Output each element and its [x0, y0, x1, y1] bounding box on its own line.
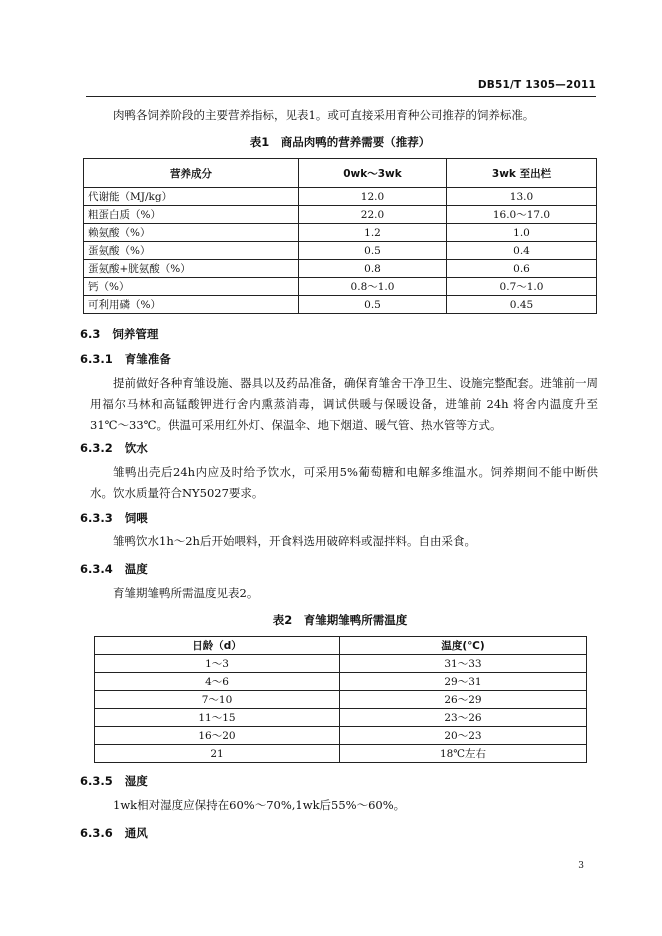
table-cell: 钙（%）: [84, 278, 299, 296]
table-cell: 0.5: [299, 242, 447, 260]
table-cell: 16～20: [95, 727, 340, 745]
table-header-cell: 营养成分: [84, 159, 299, 188]
table-row: [84, 278, 597, 296]
table-row: [84, 188, 597, 206]
section-6-3-1-paragraph: 提前做好各种育雏设施、器具以及药品准备，确保育雏舍干净卫生、设施完整配套。进雏前一周用福尔马林和高锰酸钾进行舍内熏蒸消毒，调试供暖与保暖设备，进雏前 24h 将舍内温度升至 31℃～33℃。供温可采用红外灯、保温伞、地下烟道、暖气管、热水管等方式。: [90, 376, 598, 432]
section-6-3-5-paragraph: 1wk相对湿度应保持在60%～70%,1wk后55%～60%。: [113, 798, 406, 812]
table-row: [95, 745, 587, 763]
table-cell: 31～33: [340, 655, 587, 673]
table-row: [95, 655, 587, 673]
table-cell: 26～29: [340, 691, 587, 709]
table-cell: 22.0: [299, 206, 447, 224]
table-row: [95, 673, 587, 691]
table-cell: 29～31: [340, 673, 587, 691]
table-cell: 0.5: [299, 296, 447, 314]
section-6-3-4-paragraph: 育雏期雏鸭所需温度见表2。: [113, 586, 259, 600]
section-number: 6.3.2: [80, 441, 113, 455]
section-heading-6-3-6: [80, 825, 148, 841]
table-cell: 0.7～1.0: [447, 278, 597, 296]
section-6-3-3-paragraph: 雏鸭饮水1h～2h后开始喂料，开食料选用破碎料或湿拌料。自由采食。: [113, 534, 476, 548]
table-row: [95, 709, 587, 727]
table-cell: 16.0～17.0: [447, 206, 597, 224]
table-cell: 蛋氨酸（%）: [84, 242, 299, 260]
table-row: [84, 296, 597, 314]
table-cell: 代谢能（MJ/kg）: [84, 188, 299, 206]
table-header-cell: 0wk～3wk: [299, 159, 447, 188]
table-cell: 0.45: [447, 296, 597, 314]
section-heading-6-3-2: [80, 440, 148, 456]
table-cell: 18℃左右: [340, 745, 587, 763]
section-6-3-2-paragraph: 雏鸭出壳后24h内应及时给予饮水，可采用5%葡萄糖和电解多维温水。饲养期间不能中断供水。饮水质量符合NY5027要求。: [90, 465, 598, 500]
temperature-table: [94, 636, 587, 763]
table-row: [95, 691, 587, 709]
table-cell: 蛋氨酸+胱氨酸（%）: [84, 260, 299, 278]
table-cell: 0.4: [447, 242, 597, 260]
section-heading-6-3-4: [80, 561, 148, 577]
table1-caption: 表1 商品肉鸭的营养需要（推荐）: [249, 135, 431, 149]
table-cell: 11～15: [95, 709, 340, 727]
table-cell: 7～10: [95, 691, 340, 709]
table-header-row: [84, 159, 597, 188]
table-cell: 1.2: [299, 224, 447, 242]
intro-paragraph: 肉鸭各饲养阶段的主要营养指标，见表1。或可直接采用育种公司推荐的饲养标准。: [113, 108, 535, 122]
table-cell: 可利用磷（%）: [84, 296, 299, 314]
section-number: 6.3: [80, 327, 101, 341]
table-cell: 13.0: [447, 188, 597, 206]
table-header-row: [95, 637, 587, 655]
page-number: 3: [578, 861, 584, 871]
section-heading-6-3-5: [80, 773, 148, 789]
document-code: DB51/T 1305—2011: [477, 79, 596, 91]
table-header-cell: 3wk 至出栏: [447, 159, 597, 188]
section-title: 通风: [124, 826, 148, 840]
table-row: [84, 224, 597, 242]
table-cell: 12.0: [299, 188, 447, 206]
section-number: 6.3.6: [80, 826, 113, 840]
section-title: 育雏准备: [124, 352, 171, 366]
section-title: 饮水: [124, 441, 148, 455]
section-title: 饲喂: [124, 511, 148, 525]
table-row: [84, 206, 597, 224]
table-cell: 4～6: [95, 673, 340, 691]
section-number: 6.3.4: [80, 562, 113, 576]
table2-caption: 表2 育雏期雏鸭所需温度: [272, 613, 408, 627]
table-row: [84, 260, 597, 278]
table-cell: 赖氨酸（%）: [84, 224, 299, 242]
table-row: [95, 727, 587, 745]
table-cell: 20～23: [340, 727, 587, 745]
section-title: 饲养管理: [112, 327, 159, 341]
table-cell: 23～26: [340, 709, 587, 727]
section-title: 温度: [124, 562, 148, 576]
table-cell: 0.6: [447, 260, 597, 278]
table-cell: 0.8: [299, 260, 447, 278]
section-heading-6-3-1: [80, 351, 171, 367]
table-header-cell: 日龄（d）: [95, 637, 340, 655]
table-cell: 1.0: [447, 224, 597, 242]
table-cell: 1～3: [95, 655, 340, 673]
table-header-cell: 温度(℃): [340, 637, 587, 655]
section-heading-6-3-3: [80, 510, 148, 526]
section-heading-6-3: [80, 326, 158, 342]
section-title: 湿度: [124, 774, 148, 788]
table-cell: 21: [95, 745, 340, 763]
section-number: 6.3.3: [80, 511, 113, 525]
table-cell: 粗蛋白质（%）: [84, 206, 299, 224]
table-row: [84, 242, 597, 260]
table-cell: 0.8～1.0: [299, 278, 447, 296]
nutrition-table: [83, 158, 597, 314]
header-rule: [86, 96, 596, 97]
section-number: 6.3.5: [80, 774, 113, 788]
section-number: 6.3.1: [80, 352, 113, 366]
